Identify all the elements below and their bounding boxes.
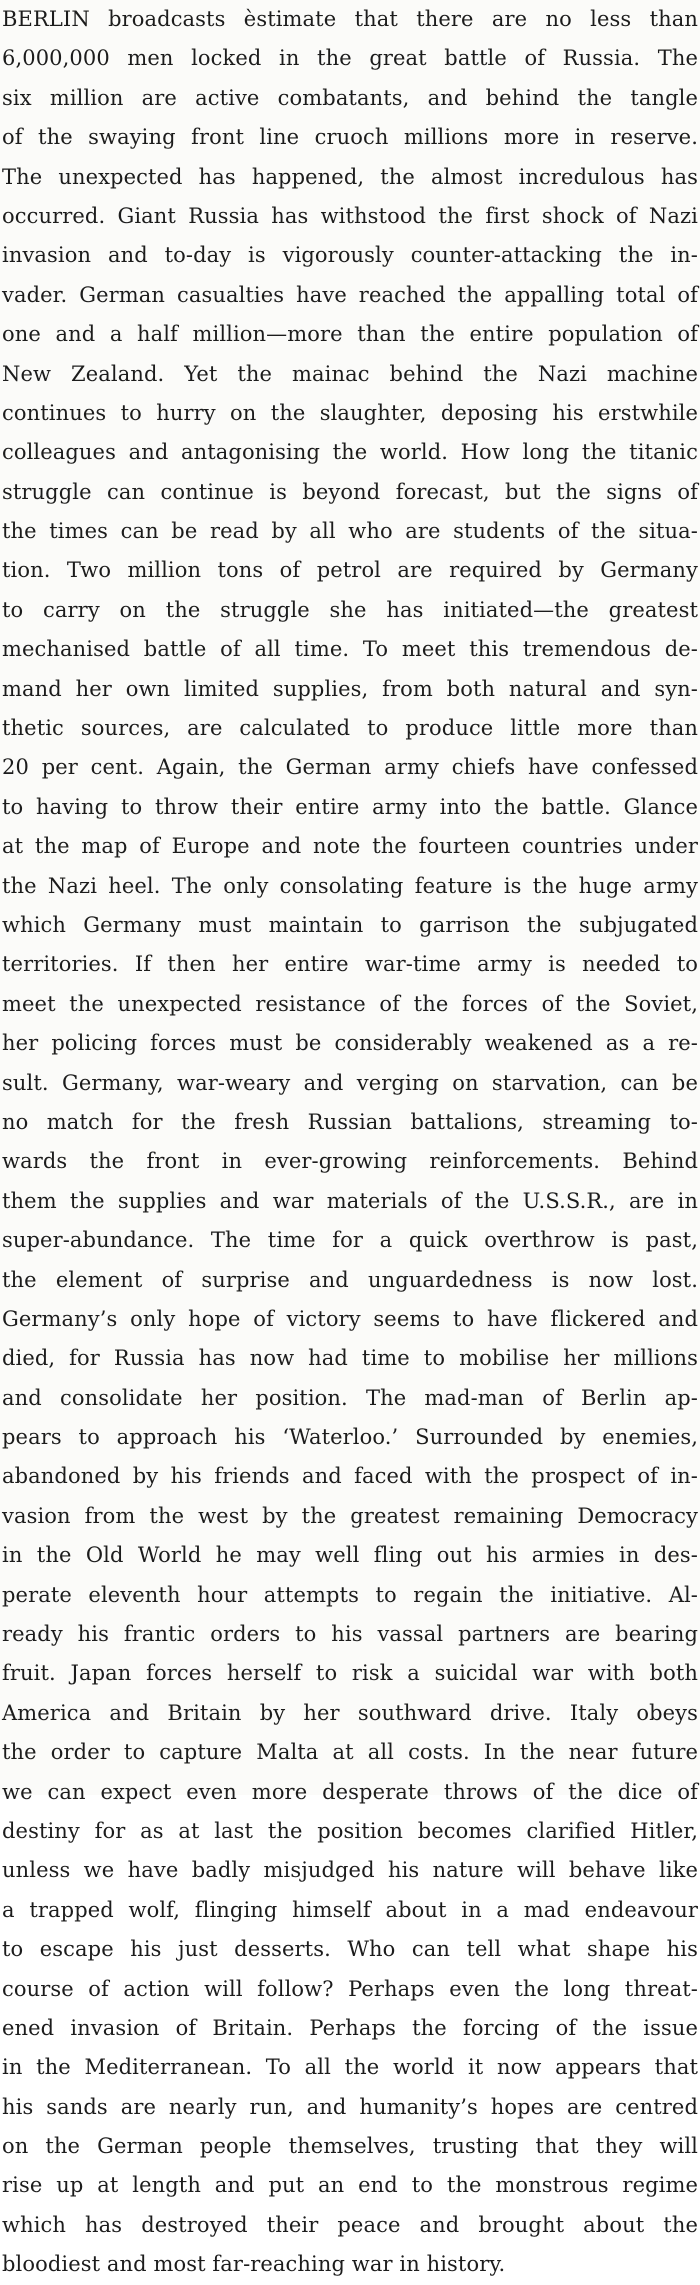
article-line: tion. Two million tons of petrol are required by Germany: [2, 558, 698, 583]
article-line: in the Old World he may well fling out his armies in des-: [2, 1543, 698, 1568]
article-line: died, for Russia has now had time to mobilise her millions: [2, 1346, 698, 1371]
article-line: bloodiest and most far-reaching war in history.: [2, 2252, 506, 2277]
article-line: her policing forces must be considerably weakened as a re-: [2, 1031, 698, 1056]
article-line: at the map of Europe and note the fourteen countries under: [2, 834, 698, 859]
article-line: the times can be read by all who are students of the situa-: [2, 519, 698, 544]
article-line: to escape his just desserts. Who can tell what shape his: [2, 1937, 698, 1962]
article-line: which Germany must maintain to garrison the subjugated: [2, 912, 698, 937]
article-line: of the swaying front line cruoch millions more in reserve.: [2, 125, 698, 150]
article-line: perate eleventh hour attempts to regain the initiative. Al-: [2, 1582, 698, 1607]
article-line: mechanised battle of all time. To meet this tremendous de-: [2, 637, 698, 662]
article-line: no match for the fresh Russian battalions, streaming to-: [2, 1109, 698, 1134]
article-line: the element of surprise and unguardedness is now lost.: [2, 1267, 698, 1292]
article-line: and consolidate her position. The mad-man of Berlin ap-: [2, 1385, 698, 1410]
article-line: wards the front in ever-growing reinforcements. Behind: [2, 1149, 698, 1174]
article-line: which has destroyed their peace and brought about the: [2, 2212, 698, 2237]
article-line: continues to hurry on the slaughter, deposing his erstwhile: [2, 400, 698, 425]
article-line: pears to approach his ‘Waterloo.’ Surrounded by enemies,: [2, 1425, 698, 1450]
article-line: invasion and to-day is vigorously counter-attacking the in-: [2, 243, 698, 268]
article-line: territories. If then her entire war-time army is needed to: [2, 952, 698, 977]
article-line: 20 per cent. Again, the German army chiefs have confessed: [2, 755, 698, 780]
article-line: one and a half million—more than the entire population of: [2, 322, 698, 347]
article-line: America and Britain by her southward drive. Italy obeys: [2, 1700, 698, 1725]
article-line: New Zealand. Yet the mainac behind the Nazi machine: [2, 361, 698, 386]
article-line: mand her own limited supplies, from both natural and syn-: [2, 676, 698, 701]
article-line: the order to capture Malta at all costs. In the near future: [2, 1740, 698, 1765]
article-line: ready his frantic orders to his vassal partners are bearing: [2, 1622, 698, 1647]
article-line: occurred. Giant Russia has withstood the first shock of Nazi: [2, 203, 698, 228]
article-line: ened invasion of Britain. Perhaps the forcing of the issue: [2, 2015, 698, 2040]
article-line: thetic sources, are calculated to produce little more than: [2, 716, 698, 741]
article-line: them the supplies and war materials of the U.S.S.R., are in: [2, 1188, 698, 1213]
article-line: vader. German casualties have reached the appalling total of: [2, 282, 698, 307]
article-line: vasion from the west by the greatest remaining Democracy: [2, 1503, 698, 1528]
article-line: course of action will follow? Perhaps even the long threat-: [2, 1976, 698, 2001]
article-line: abandoned by his friends and faced with the prospect of in-: [2, 1464, 698, 1489]
article-line: super-abundance. The time for a quick overthrow is past,: [2, 1228, 698, 1253]
article-line: six million are active combatants, and behind the tangle: [2, 85, 698, 110]
article-line: colleagues and antagonising the world. How long the titanic: [2, 440, 698, 465]
article-line: The unexpected has happened, the almost incredulous has: [2, 164, 698, 189]
article-line: fruit. Japan forces herself to risk a suicidal war with both: [2, 1661, 698, 1686]
article-line: sult. Germany, war-weary and verging on starvation, can be: [2, 1070, 698, 1095]
article-line: we can expect even more desperate throws of the dice of: [2, 1779, 698, 1804]
article-line: BERLIN broadcasts èstimate that there are no less than: [2, 7, 698, 31]
article-line: destiny for as at last the position becomes clarified Hitler,: [2, 1818, 698, 1843]
article-line: meet the unexpected resistance of the forces of the Soviet,: [2, 991, 698, 1016]
article-body: [2, 0, 698, 2285]
article-line: rise up at length and put an end to the monstrous regime: [2, 2173, 698, 2198]
article-line: the Nazi heel. The only consolating feature is the huge army: [2, 873, 698, 898]
article-line: struggle can continue is beyond forecast, but the signs of: [2, 479, 698, 504]
article-line: unless we have badly misjudged his nature will behave like: [2, 1858, 698, 1883]
article-line: his sands are nearly run, and humanity’s hopes are centred: [2, 2094, 698, 2119]
article-line: 6,000,000 men locked in the great battle of Russia. The: [2, 46, 698, 71]
article-line: to having to throw their entire army into the battle. Glance: [2, 794, 698, 819]
article-line: on the German people themselves, trusting that they will: [2, 2134, 698, 2159]
article-line: Germany’s only hope of victory seems to have flickered and: [2, 1306, 698, 1331]
article-line: in the Mediterranean. To all the world it now appears that: [2, 2055, 698, 2080]
article-line: a trapped wolf, flinging himself about in a mad endeavour: [2, 1897, 698, 1922]
article-line: to carry on the struggle she has initiated—the greatest: [2, 597, 698, 622]
